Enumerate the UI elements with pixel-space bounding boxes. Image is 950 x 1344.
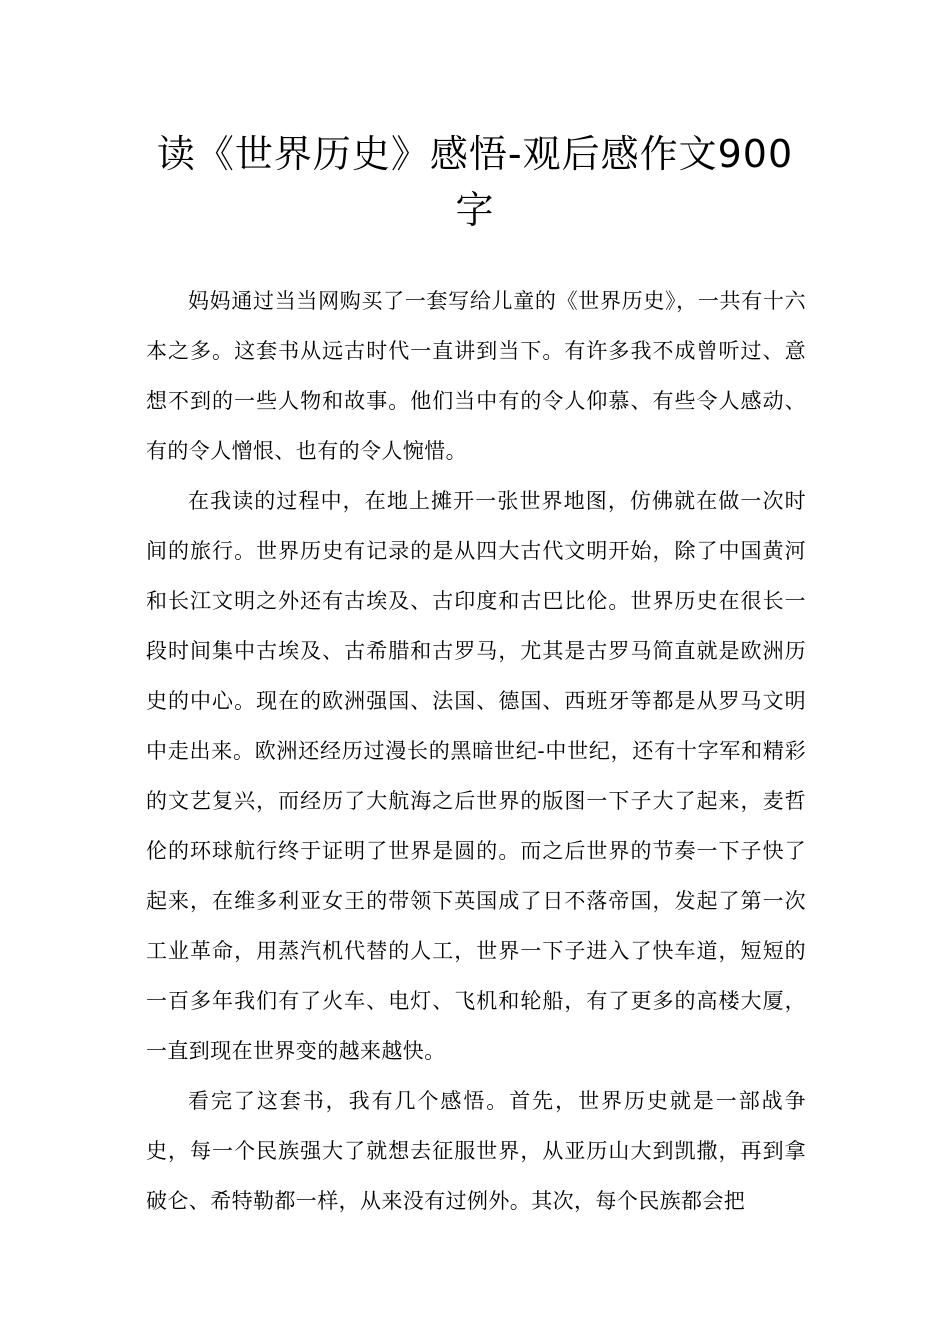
title-line-2: 字 (455, 188, 495, 232)
title-line-1: 读《世界历史》感悟-观后感作文900 (156, 132, 794, 176)
paragraph-3: 看完了这套书，我有几个感悟。首先，世界历史就是一部战争史，每一个民族强大了就想去征服世界，从亚历山大到凯撒，再到拿破仑、希特勒都一样，从来没有过例外。其次，每个民族都会把 (146, 1089, 806, 1213)
document-title (120, 126, 830, 238)
paragraph-2: 在我读的过程中，在地上摊开一张世界地图，仿佛就在做一次时间的旅行。世界历史有记录的是从四大古代文明开始，除了中国黄河和长江文明之外还有古埃及、古印度和古巴比伦。世界历史在很长一段时间集中古埃及、古希腊和古罗马，尤其是古罗马简直就是欧洲历史的中心。现在的欧洲强国、法国、德国、西班牙等都是从罗马文明中走出来。欧洲还经历过漫长的黑暗世纪-中世纪，还有十字军和精彩的文艺复兴，而经历了大航海之后世界的版图一下子大了起来，麦哲伦的环球航行终于证明了世界是圆的。而之后世界的节奏一下子快了起来，在维多利亚女王的带领下英国成了日不落帝国，发起了第一次工业革命，用蒸汽机代替的人工，世界一下子进入了快车道，短短的一百多年我们有了火车、电灯、飞机和轮船，有了更多的高楼大厦，一直到现在世界变的越来越快。 (146, 489, 806, 1063)
document-body (146, 276, 806, 1226)
paragraph-1: 妈妈通过当当网购买了一套写给儿童的《世界历史》，一共有十六本之多。这套书从远古时代一直讲到当下。有许多我不成曾听过、意想不到的一些人物和故事。他们当中有的令人仰慕、有些令人感动、有的令人憎恨、也有的令人惋惜。 (146, 289, 806, 463)
